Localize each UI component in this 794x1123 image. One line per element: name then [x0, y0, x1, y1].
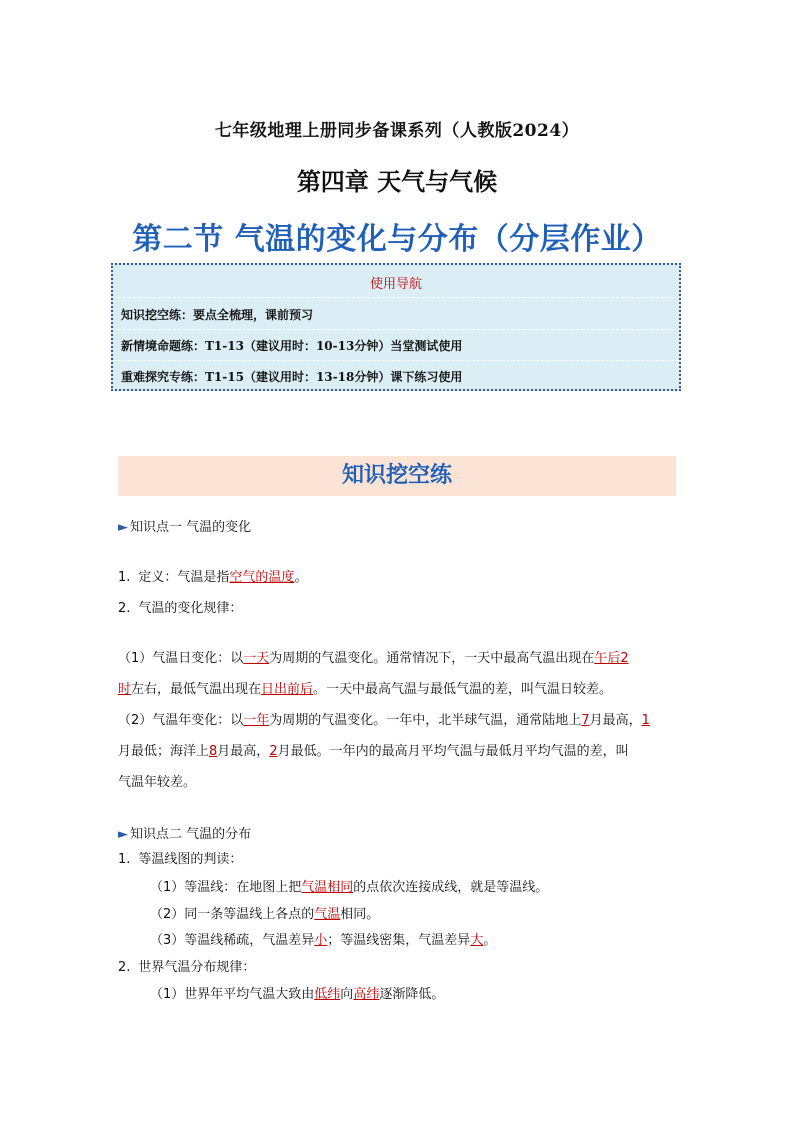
usage-navigation-box: [111, 263, 681, 391]
text: （1）世界年平均气温大致由: [150, 987, 315, 1002]
navigation-divider: [113, 297, 679, 298]
annual-variation-line-1: [118, 709, 650, 728]
text: 相同。: [340, 907, 380, 922]
item-number: 2.: [118, 601, 131, 616]
navigation-divider: [113, 329, 679, 330]
annual-variation-line-2: [118, 740, 629, 759]
isotherm-sub-2: [150, 903, 379, 922]
item-number: 1.: [118, 852, 131, 867]
navigation-divider: [113, 360, 679, 361]
navigation-line-1: 知识挖空练：要点全梳理，课前预习: [121, 308, 314, 322]
answer-blank: 午后2: [594, 651, 629, 666]
text: 气温年较差。: [118, 775, 197, 790]
item-number: 2.: [118, 960, 131, 975]
text: 逐渐降低。: [379, 987, 445, 1002]
text: 气温的变化规律：: [138, 601, 243, 616]
text: 。: [483, 933, 497, 948]
isotherm-sub-3: [150, 929, 496, 948]
answer-blank: 一年: [243, 713, 270, 728]
text: （1）气温日变化：以: [118, 651, 244, 666]
series-title: 七年级地理上册同步备课系列（人教版2024）: [214, 121, 580, 141]
section-banner: 知识挖空练: [118, 456, 676, 496]
navigation-line-3: 重难探究专练：T1-15（建议用时：13-18分钟）课下练习使用: [121, 370, 463, 384]
answer-blank: 大: [470, 933, 484, 948]
text: 月最高，: [589, 713, 642, 728]
text: 的点依次连接成线，就是等温线。: [353, 880, 549, 895]
knowledge-point-2-heading: [118, 823, 251, 842]
variation-heading-line: [118, 597, 242, 616]
chapter-title: 第四章 天气与气候: [296, 168, 498, 196]
answer-blank: 低纬: [314, 987, 341, 1002]
answer-blank: 空气的温度: [229, 570, 295, 585]
text: 等温线图的判读：: [138, 852, 243, 867]
answer-blank: 气温: [314, 907, 341, 922]
daily-variation-line-2: [118, 678, 612, 697]
answer-blank: 2: [269, 744, 278, 759]
definition-line: [118, 566, 307, 585]
daily-variation-line-1: [118, 647, 629, 666]
answer-blank: 小: [314, 933, 328, 948]
answer-blank: 高纬: [353, 987, 380, 1002]
item-number: 1.: [118, 570, 131, 585]
answer-blank: 气温相同: [301, 880, 354, 895]
isotherm-heading-line: [118, 848, 242, 867]
triangle-marker-icon: ►: [118, 827, 128, 842]
text: 定义：气温是指: [138, 570, 230, 585]
answer-blank: 时: [118, 682, 132, 697]
annual-variation-line-3: [118, 771, 196, 790]
text: 为周期的气温变化。通常情况下，一天中最高气温出现在: [269, 651, 595, 666]
text: （2）气温年变化：以: [118, 713, 244, 728]
knowledge-point-title: 知识点一 气温的变化: [130, 520, 252, 535]
text: 左右，最低气温出现在: [131, 682, 262, 697]
text: 向: [340, 987, 354, 1002]
text: ；等温线密集，气温差异: [327, 933, 471, 948]
knowledge-point-1-heading: [118, 516, 251, 535]
navigation-title: 使用导航: [369, 277, 422, 292]
text: 月最低；海洋上: [118, 744, 210, 759]
section-title: 第二节 气温的变化与分布（分层作业）: [132, 222, 662, 257]
text: （3）等温线稀疏，气温差异: [150, 933, 315, 948]
knowledge-point-title: 知识点二 气温的分布: [130, 827, 252, 842]
text: （2）同一条等温线上各点的: [150, 907, 315, 922]
text: （1）等温线：在地图上把: [150, 880, 302, 895]
answer-blank: 日出前后: [261, 682, 314, 697]
navigation-line-2: 新情境命题练：T1-13（建议用时：10-13分钟）当堂测试使用: [121, 339, 463, 353]
answer-blank: 一天: [243, 651, 270, 666]
answer-blank: 8: [209, 744, 218, 759]
text: 月最高，: [217, 744, 270, 759]
text: 。: [294, 570, 308, 585]
distribution-sub-1: [150, 983, 444, 1002]
answer-blank: 7: [581, 713, 590, 728]
text: 为周期的气温变化。一年中，北半球气温，通常陆地上: [269, 713, 582, 728]
distribution-heading-line: [118, 956, 255, 975]
text: 月最低。一年内的最高月平均气温与最低月平均气温的差，叫: [277, 744, 629, 759]
isotherm-sub-1: [150, 876, 548, 895]
text: 。一天中最高气温与最低气温的差，叫气温日较差。: [313, 682, 613, 697]
triangle-marker-icon: ►: [118, 520, 128, 535]
text: 世界气温分布规律：: [138, 960, 256, 975]
answer-blank: 1: [641, 713, 650, 728]
